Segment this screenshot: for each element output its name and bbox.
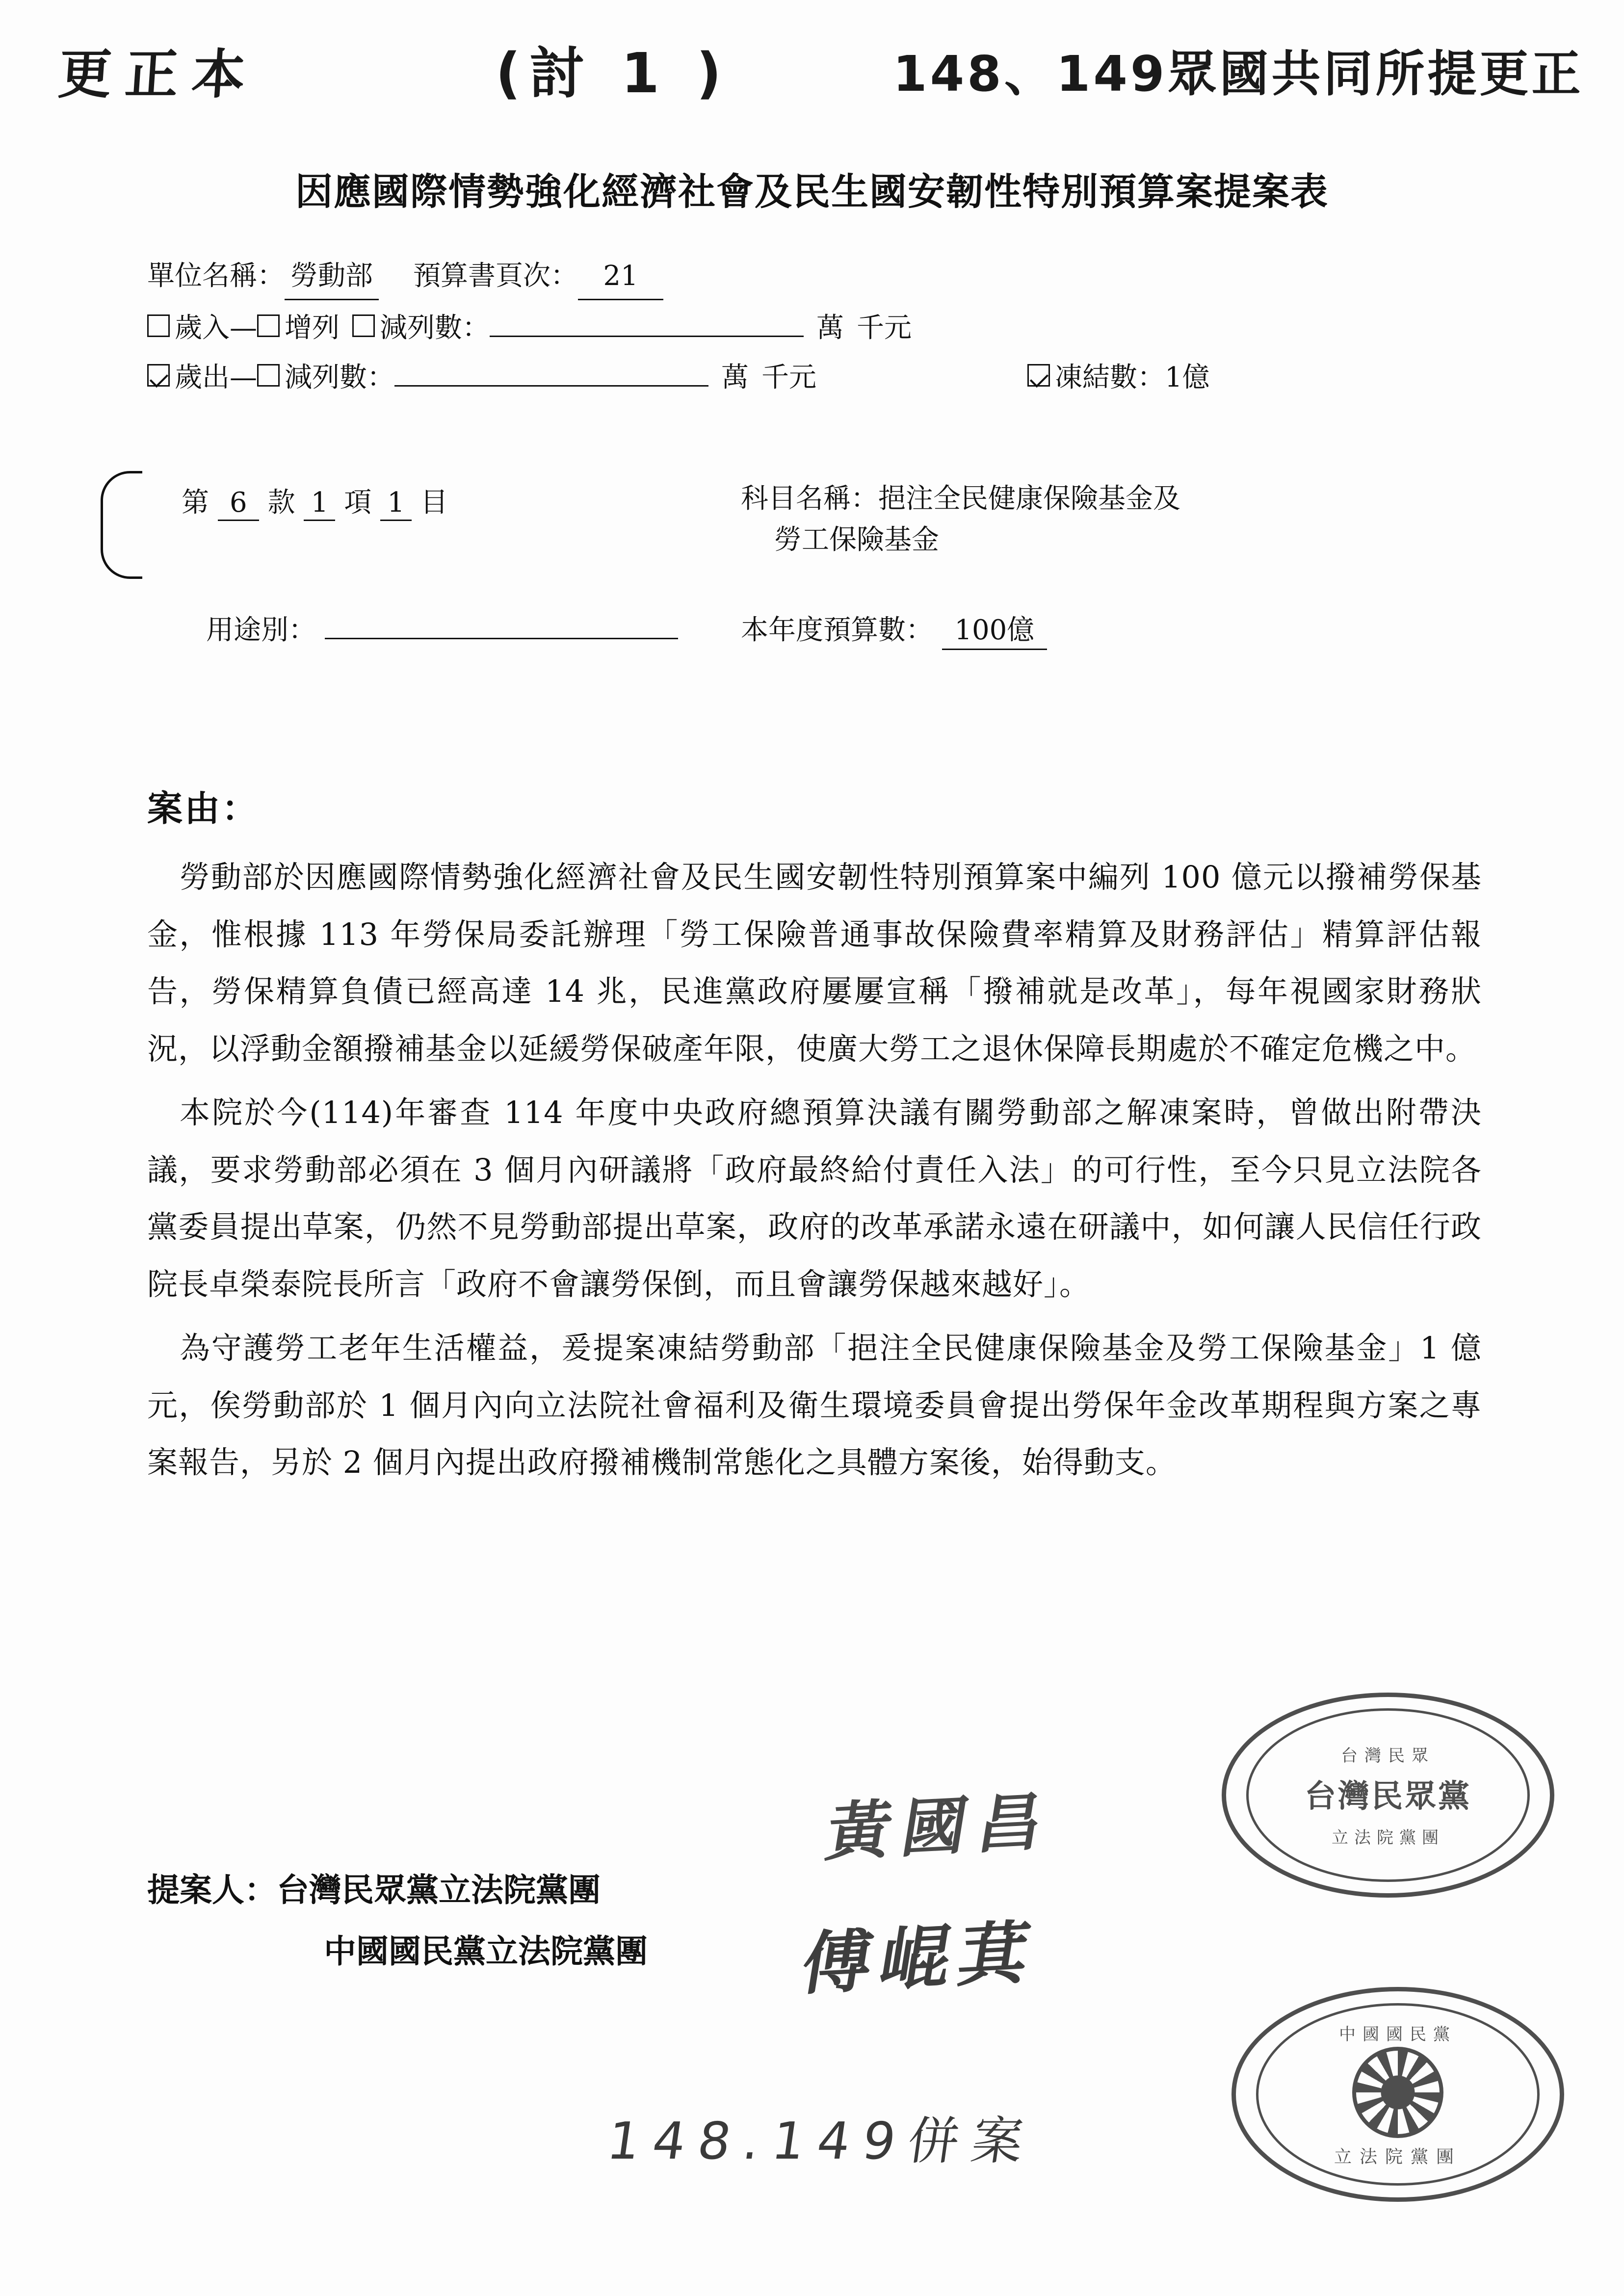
proposer-block — [147, 1859, 648, 1983]
revenue-label: 歲入— — [175, 312, 257, 344]
mu-unit: 目 — [420, 487, 448, 519]
stamp-tpp-inner — [1246, 1708, 1530, 1882]
stamp-tpp-top-text: 台灣民眾 — [1341, 1746, 1435, 1766]
revenue-decrease-label: 減列數： — [380, 312, 490, 344]
proposer-label: 提案人： — [147, 1871, 277, 1909]
expenditure-unit-wan: 萬 — [721, 361, 749, 393]
stamp-kmt-top-text: 中國國民黨 — [1339, 2025, 1457, 2044]
kuan-value: 6 — [218, 487, 259, 521]
page-title: 因應國際情勢強化經濟社會及民生國安韌性特別預算案提案表 — [295, 170, 1329, 213]
stamp-kmt-inner — [1256, 2003, 1540, 2185]
stamp-tpp-sub-text: 立法院黨團 — [1332, 1828, 1444, 1848]
freeze-label: 凍結數： — [1055, 361, 1165, 393]
unit-row — [147, 255, 1482, 300]
reason-body — [147, 849, 1482, 1498]
revenue-unit-qian: 千元 — [857, 312, 912, 344]
reason-paragraph-1: 勞動部於因應國際情勢強化經濟社會及民生國安韌性特別預算案中編列 100 億元以撥補勞保基金，惟根據 113 年勞保局委託辦理「勞工保險普通事故保險費率精算及財務評估」精算評估報告，勞保精算負債已經高達 14 兆，民進黨政府屢屢宣稱「撥補就是改革」，每年視國家財務狀況，以浮動金額撥補基金以延緩勞保破產年限，使廣大勞工之退休保障長期處於不確定危機之中。 — [147, 859, 1482, 1067]
stamp-kuomintang — [1231, 1987, 1564, 2202]
bottom-case-number-annotation: 148.149併案 — [603, 2111, 1040, 2171]
stamp-taiwan-peoples-party — [1222, 1693, 1554, 1898]
expenditure-amount-input[interactable] — [394, 359, 708, 387]
unit-value: 勞動部 — [285, 255, 379, 300]
xiang-value: 1 — [304, 487, 335, 521]
joint-proposal-annotation: 148、149眾國共同所提更正 — [893, 45, 1584, 103]
xiang-unit: 項 — [344, 487, 372, 519]
correction-stamp-text: 更正本 — [56, 44, 261, 105]
proposer-party-1: 台灣民眾黨立法院黨團 — [277, 1871, 601, 1909]
form-header — [147, 255, 1482, 406]
revenue-increase-label: 增列 — [285, 312, 340, 344]
revenue-unit-wan: 萬 — [816, 312, 844, 344]
stamp-kmt-sub-text: 立法院黨團 — [1334, 2147, 1462, 2167]
page-value: 21 — [578, 255, 663, 300]
reason-heading: 案由： — [147, 787, 260, 829]
revenue-row — [147, 307, 1482, 350]
usage-row — [206, 608, 678, 648]
expenditure-checkbox[interactable] — [147, 364, 170, 387]
signature-fu-kun-chi: 傅崐萁 — [796, 1912, 1044, 2005]
signature-huang-kuo-chang: 黃國昌 — [821, 1784, 1059, 1870]
reason-paragraph-3: 為守護勞工老年生活權益，爰提案凍結勞動部「挹注全民健康保險基金及勞工保險基金」1 億元，俟勞動部於 1 個月內向立法院社會福利及衛生環境委員會提出勞保年金改革期程與方案之專案報告，另於 2 個月內提出政府撥補機制常態化之具體方案後，始得動支。 — [147, 1330, 1482, 1481]
kmt-emblem-icon — [1352, 2047, 1443, 2138]
proposer-party-2: 中國國民黨立法院黨團 — [324, 1932, 648, 1971]
revenue-amount-input[interactable] — [490, 309, 804, 337]
expenditure-label: 歲出— — [175, 361, 257, 393]
revenue-decrease-checkbox[interactable] — [352, 314, 375, 337]
expenditure-row — [147, 357, 1482, 399]
expenditure-decrease-label: 減列數： — [285, 361, 394, 393]
mu-value: 1 — [380, 487, 412, 521]
kuan-label: 第 — [182, 487, 209, 519]
budget-label: 本年度預算數： — [741, 614, 933, 646]
budget-value: 100億 — [942, 608, 1047, 650]
stamp-tpp-main-text: 台灣民眾黨 — [1305, 1778, 1471, 1815]
kuan-unit: 款 — [267, 487, 295, 519]
unit-label: 單位名稱： — [147, 260, 285, 292]
annual-budget-row — [741, 608, 1047, 650]
reason-paragraph-2: 本院於今(114)年審查 114 年度中央政府總預算決議有關勞動部之解凍案時，曾做出附帶決議，要求勞動部必須在 3 個月內研議將「政府最終給付責任入法」的可行性，至今只見立法院各黨委員提出草案，仍然不見勞動部提出草案，政府的改革承諾永遠在研議中，如何讓人民信任行政院長卓榮泰院長所言「政府不會讓勞保倒，而且會讓勞保越來越好」。 — [147, 1095, 1482, 1302]
account-label: 科目名稱： — [741, 483, 878, 515]
revenue-increase-checkbox[interactable] — [257, 314, 280, 337]
account-line1: 挹注全民健康保險基金及 — [878, 483, 1180, 515]
page-label: 預算書頁次： — [413, 260, 578, 292]
expenditure-decrease-checkbox[interactable] — [257, 364, 280, 387]
usage-label: 用途別： — [206, 614, 316, 646]
freeze-value: 1億 — [1165, 361, 1210, 393]
account-line2: 勞工保險基金 — [774, 524, 939, 556]
expenditure-unit-qian: 千元 — [761, 361, 816, 393]
left-bracket-mark — [101, 471, 142, 579]
usage-input[interactable] — [325, 611, 678, 639]
account-name-block — [741, 478, 1180, 561]
revenue-checkbox[interactable] — [147, 314, 170, 337]
discussion-number-annotation: (討 1 ) — [496, 42, 731, 105]
budget-item-row — [182, 481, 448, 521]
freeze-checkbox[interactable] — [1027, 364, 1050, 387]
